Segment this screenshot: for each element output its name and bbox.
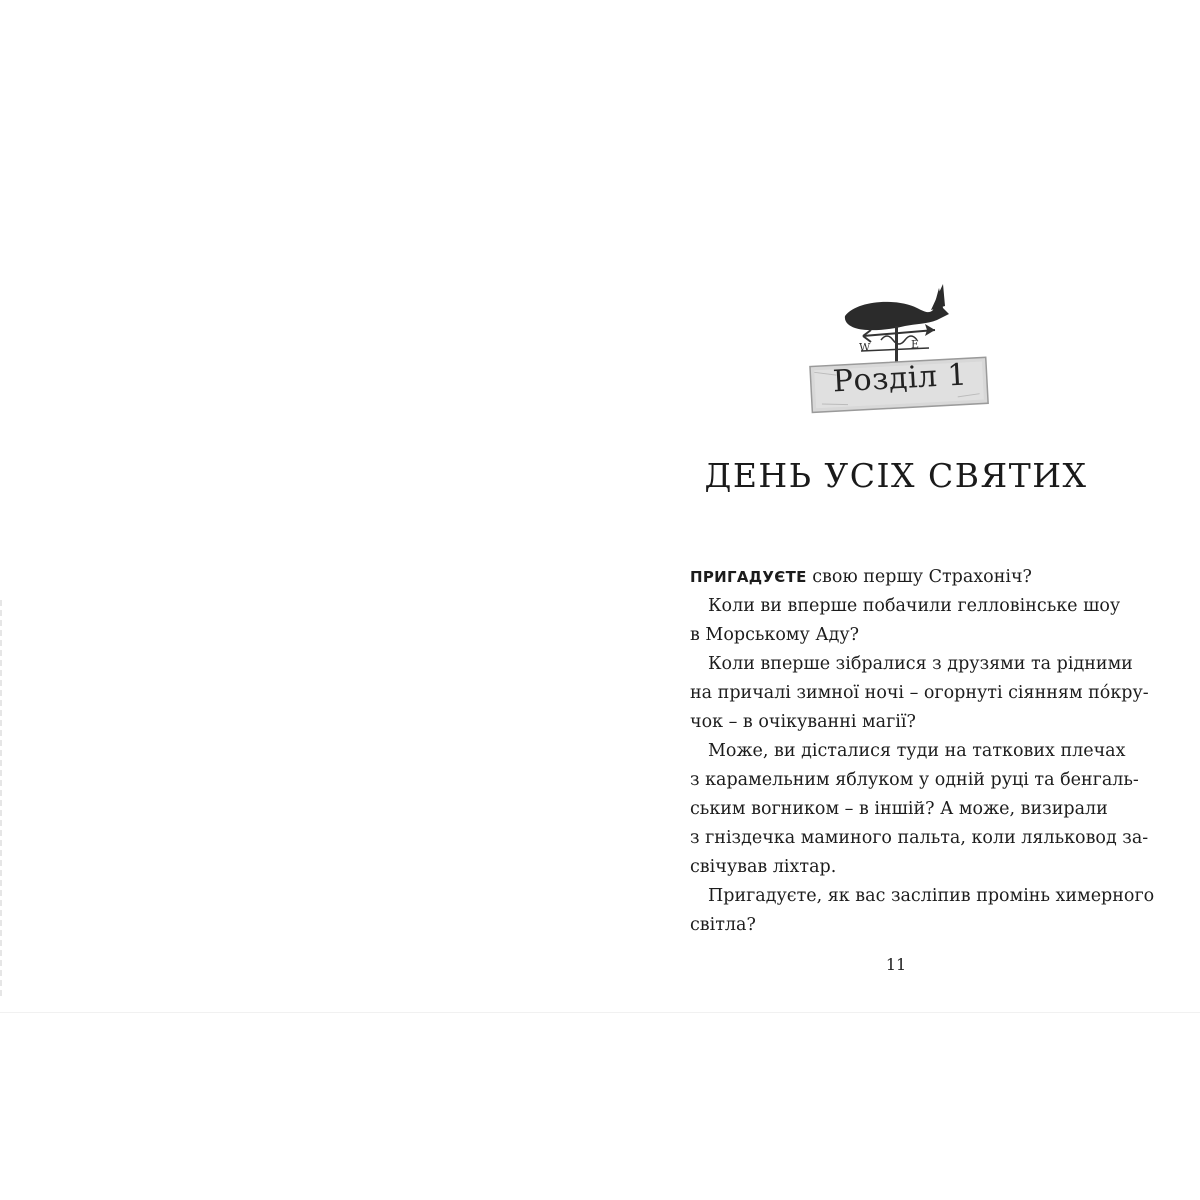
text-line [690,563,1103,592]
lead-word: ПРИГАДУЄТЕ [690,568,807,586]
text-line: на причалі зимної ночі – огорнуті сіянням пóкру- [690,683,1149,703]
weathervane-east-letter: E [911,338,920,351]
chapter-label: Розділ 1 [831,357,968,400]
text-line: Може, ви дісталися туди на таткових плечах [708,741,1126,761]
text-line: Пригадуєте, як вас засліпив промінь химерного [708,886,1155,906]
text-line: з карамельним яблуком у одній руці та бенгаль- [690,770,1139,790]
left-page-blank [0,0,600,1015]
text-line: з гніздечка маминого пальта, коли ляльковод за- [690,828,1149,848]
text-line: в Морському Аду? [690,625,860,645]
weathervane-west-letter: W [859,341,871,354]
text-line: Коли ви вперше побачили гелловінське шоу [708,596,1121,616]
text-line: світла? [690,915,756,935]
chapter-title: ДЕНЬ УСІХ СВЯТИХ [704,456,1088,495]
text-line: свічував ліхтар. [690,857,837,877]
text-line: чок – в очікуванні магії? [690,712,916,732]
text-line: ським вогником – в іншій? А може, визирали [690,799,1108,819]
text-line: Коли вперше зібралися з друзями та рідними [708,654,1133,674]
page-number: 11 [885,955,907,974]
text-line-content: свою першу Страхоніч? [806,567,1032,587]
page-bottom-edge [0,1012,1200,1013]
chapter-body-text [690,563,1155,940]
page-edge [0,600,2,1000]
